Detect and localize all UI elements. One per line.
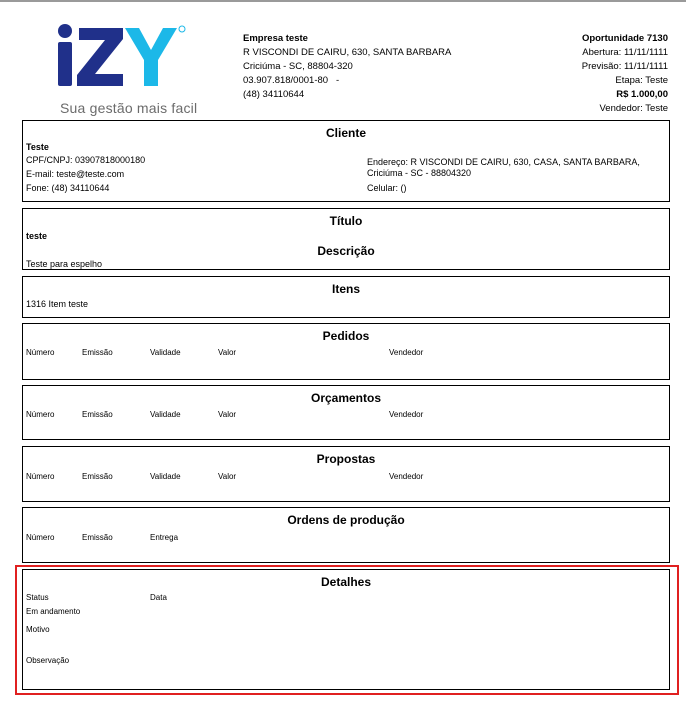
cliente-section [22,120,670,202]
opportunity-etapa: Etapa: Teste [615,75,668,86]
itens-section [22,276,670,318]
column-header: Vendedor [389,410,424,419]
column-header: Validade [150,348,181,357]
company-phone: (48) 34110644 [243,89,305,100]
pedidos-section [22,323,670,380]
detalhes-section [22,569,670,690]
company-name: Empresa teste [243,33,308,44]
opportunity-previsao: Previsão: 11/11/1111 [581,61,668,72]
company-cnpj: 03.907.818/0001-80 - [243,75,340,86]
company-city: Criciúma - SC, 88804-320 [243,61,353,72]
propostas-section [22,446,670,502]
column-header: Valor [218,348,237,357]
column-header: Número [26,472,55,481]
column-header: Vendedor [389,472,424,481]
cliente-email: E-mail: teste@teste.com [26,169,125,179]
orcamentos-title: Orçamentos [310,391,382,405]
itens-row: 1316 Item teste [26,299,89,309]
column-header: Número [26,348,55,357]
cliente-cpf: CPF/CNPJ: 03907818000180 [26,155,146,165]
detalhes-data-label: Data [150,593,167,602]
detalhes-title: Detalhes [320,575,372,589]
column-header: Valor [218,410,237,419]
cliente-endereco-line1: Endereço: R VISCONDI DE CAIRU, 630, CASA, SANTA BARBARA, [367,157,640,167]
ordens-section [22,507,670,563]
descricao-value: Teste para espelho [26,259,103,269]
opportunity-info [582,32,668,116]
detalhes-motivo-label: Motivo [26,625,50,634]
column-header: Emissão [82,348,113,357]
opportunity-abertura: Abertura: 11/11/1111 [582,47,668,58]
column-header: Vendedor [389,348,424,357]
titulo-section [22,208,670,270]
cliente-name: Teste [26,142,49,152]
column-header: Validade [150,410,181,419]
detalhes-observacao-label: Observação [26,656,70,665]
detalhes-status-label: Status [26,593,49,602]
propostas-title: Propostas [316,452,376,466]
cliente-celular: Celular: () [367,183,407,193]
cliente-fone: Fone: (48) 34110644 [26,183,110,193]
column-header: Número [26,410,55,419]
company-info [243,32,451,102]
column-header: Emissão [82,533,113,542]
opportunity-vendedor: Vendedor: Teste [599,103,668,114]
detalhes-status-value: Em andamento [26,607,81,616]
orcamentos-section [22,385,670,440]
itens-title: Itens [331,282,360,296]
column-header: Validade [150,472,181,481]
cliente-title: Cliente [325,126,366,140]
titulo-value: teste [26,231,48,241]
company-address: R VISCONDI DE CAIRU, 630, SANTA BARBARA [243,47,452,58]
top-divider [0,0,686,2]
column-header: Valor [218,472,237,481]
cliente-endereco-line2: Criciúma - SC - 88804320 [367,168,472,178]
pedidos-title: Pedidos [322,329,370,343]
ordens-title: Ordens de produção [287,513,405,527]
descricao-title: Descrição [317,244,375,258]
column-header: Número [26,533,55,542]
titulo-title: Título [329,214,363,228]
opportunity-value: R$ 1.000,00 [616,89,668,100]
column-header: Entrega [150,533,179,542]
logo-slogan: Sua gestão mais facil [60,100,198,116]
opportunity-title: Oportunidade 7130 [581,33,668,44]
column-header: Emissão [82,410,113,419]
column-header: Emissão [82,472,113,481]
